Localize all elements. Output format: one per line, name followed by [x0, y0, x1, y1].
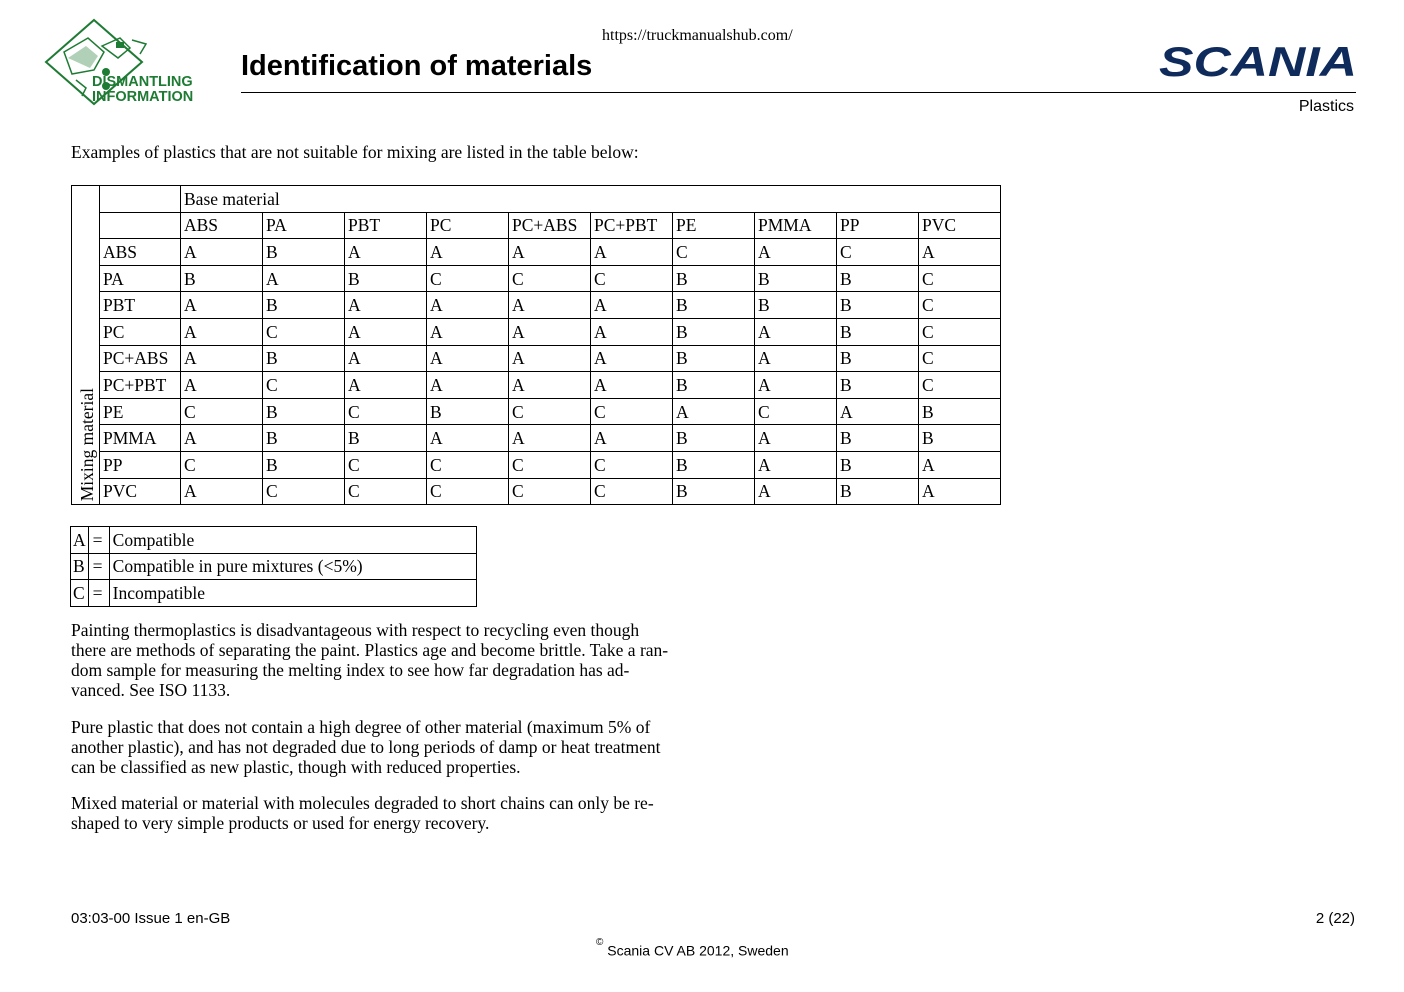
- table-cell: C: [181, 398, 263, 425]
- table-cell: C: [345, 478, 427, 505]
- column-header: PMMA: [755, 212, 837, 239]
- legend-equals: =: [88, 580, 109, 607]
- row-header: PMMA: [100, 425, 181, 452]
- table-cell: B: [755, 292, 837, 319]
- table-row: [72, 372, 1001, 399]
- column-axis-label: Base material: [181, 186, 1001, 213]
- table-cell: C: [263, 372, 345, 399]
- table-cell: A: [345, 292, 427, 319]
- table-cell: B: [345, 265, 427, 292]
- table-cell: B: [755, 265, 837, 292]
- table-cell: C: [181, 451, 263, 478]
- table-cell: B: [673, 265, 755, 292]
- table-cell: A: [427, 372, 509, 399]
- table-cell: B: [837, 345, 919, 372]
- compatibility-table: [71, 185, 1001, 505]
- header-divider: [241, 92, 1356, 93]
- row-header: PA: [100, 265, 181, 292]
- table-cell: C: [263, 318, 345, 345]
- table-cell: B: [673, 318, 755, 345]
- scania-logo: [1158, 43, 1358, 79]
- paragraph-line: shaped to very simple products or used for energy recovery.: [71, 813, 490, 833]
- table-cell: A: [427, 292, 509, 319]
- table-cell: B: [263, 425, 345, 452]
- table-cell: A: [919, 478, 1001, 505]
- paragraph-mixed-material: [71, 793, 711, 833]
- paragraph-line: Painting thermoplastics is disadvantageous with respect to recycling even though: [71, 620, 640, 640]
- table-cell: C: [509, 451, 591, 478]
- table-cell: C: [263, 478, 345, 505]
- table-cell: A: [509, 318, 591, 345]
- paragraph-painting: [71, 620, 711, 700]
- legend-row: [71, 553, 477, 580]
- table-cell: B: [919, 398, 1001, 425]
- paragraph-line: Pure plastic that does not contain a high degree of other material (maximum 5% of: [71, 717, 651, 737]
- copyright-symbol: ©: [596, 937, 604, 948]
- table-cell: B: [673, 372, 755, 399]
- table-cell: C: [509, 398, 591, 425]
- table-cell: A: [591, 425, 673, 452]
- corner-cell: [100, 186, 181, 213]
- table-cell: C: [345, 451, 427, 478]
- table-cell: B: [345, 425, 427, 452]
- table-cell: C: [919, 265, 1001, 292]
- table-cell: C: [427, 451, 509, 478]
- table-cell: A: [755, 318, 837, 345]
- table-cell: B: [263, 292, 345, 319]
- table-cell: A: [591, 292, 673, 319]
- table-cell: A: [919, 239, 1001, 266]
- table-cell: A: [181, 292, 263, 319]
- table-cell: B: [673, 292, 755, 319]
- paragraph-line: vanced. See ISO 1133.: [71, 680, 231, 700]
- legend-row: [71, 580, 477, 607]
- paragraph-line: dom sample for measuring the melting index to see how far degradation has ad-: [71, 660, 630, 680]
- source-url: https://truckmanualshub.com/: [602, 27, 793, 44]
- table-cell: C: [591, 451, 673, 478]
- table-cell: A: [345, 318, 427, 345]
- table-cell: B: [837, 425, 919, 452]
- table-cell: A: [837, 398, 919, 425]
- page-number: 2 (22): [1315, 910, 1355, 927]
- table-cell: A: [181, 345, 263, 372]
- table-cell: C: [591, 265, 673, 292]
- table-cell: A: [591, 318, 673, 345]
- table-cell: B: [837, 451, 919, 478]
- table-cell: B: [673, 478, 755, 505]
- row-header: PP: [100, 451, 181, 478]
- table-cell: B: [263, 398, 345, 425]
- table-cell: A: [755, 451, 837, 478]
- table-cell: A: [181, 239, 263, 266]
- paragraph-line: Mixed material or material with molecules degraded to short chains can only be re-: [71, 793, 654, 813]
- row-header: PC: [100, 318, 181, 345]
- table-row: [72, 265, 1001, 292]
- table-cell: A: [755, 425, 837, 452]
- table-cell: C: [673, 239, 755, 266]
- column-header: PC+PBT: [591, 212, 673, 239]
- table-cell: A: [345, 239, 427, 266]
- table-cell: B: [181, 265, 263, 292]
- table-cell: B: [263, 451, 345, 478]
- table-cell: A: [509, 239, 591, 266]
- column-header: PA: [263, 212, 345, 239]
- table-cell: A: [591, 372, 673, 399]
- table-cell: C: [919, 372, 1001, 399]
- table-cell: A: [181, 372, 263, 399]
- paragraph-line: there are methods of separating the paint. Plastics age and become brittle. Take a ran-: [71, 640, 669, 660]
- brand-wordmark: SCANIA: [1159, 43, 1357, 79]
- row-header: ABS: [100, 239, 181, 266]
- column-header: PP: [837, 212, 919, 239]
- table-cell: A: [591, 345, 673, 372]
- row-header: PVC: [100, 478, 181, 505]
- table-cell: A: [181, 425, 263, 452]
- table-cell: C: [591, 478, 673, 505]
- legend-text: Compatible in pure mixtures (<5%): [109, 553, 476, 580]
- table-row: [72, 239, 1001, 266]
- table-cell: A: [509, 425, 591, 452]
- table-cell: B: [837, 292, 919, 319]
- paragraph-line: can be classified as new plastic, though with reduced properties.: [71, 757, 521, 777]
- table-row: [72, 478, 1001, 505]
- table-row: [72, 345, 1001, 372]
- table-cell: B: [673, 451, 755, 478]
- paragraph-line: another plastic), and has not degraded due to long periods of damp or heat treatment: [71, 737, 661, 757]
- logo-text-information: INFORMATION: [92, 89, 194, 105]
- row-header: PE: [100, 398, 181, 425]
- table-cell: C: [345, 398, 427, 425]
- table-cell: B: [427, 398, 509, 425]
- table-cell: A: [427, 345, 509, 372]
- column-header: PE: [673, 212, 755, 239]
- column-header: PVC: [919, 212, 1001, 239]
- table-cell: A: [345, 372, 427, 399]
- table-header-row: [72, 186, 1001, 213]
- table-cell: B: [263, 239, 345, 266]
- table-cell: A: [345, 345, 427, 372]
- row-header: PC+ABS: [100, 345, 181, 372]
- page-title: Identification of materials: [241, 50, 593, 82]
- table-cell: A: [263, 265, 345, 292]
- legend-key: B: [71, 553, 89, 580]
- column-header: ABS: [181, 212, 263, 239]
- table-cell: B: [837, 265, 919, 292]
- table-cell: A: [509, 372, 591, 399]
- document-id: 03:03-00 Issue 1 en-GB: [71, 910, 231, 927]
- table-cell: A: [181, 318, 263, 345]
- table-cell: B: [837, 372, 919, 399]
- row-header: PBT: [100, 292, 181, 319]
- table-cell: B: [837, 478, 919, 505]
- copyright-notice: [596, 937, 789, 959]
- table-cell: C: [509, 478, 591, 505]
- table-cell: A: [591, 239, 673, 266]
- table-cell: B: [673, 345, 755, 372]
- table-cell: B: [919, 425, 1001, 452]
- row-axis-label: Mixing material: [77, 387, 97, 502]
- table-cell: C: [755, 398, 837, 425]
- table-cell: C: [837, 239, 919, 266]
- legend-equals: =: [88, 527, 109, 554]
- dismantling-information-logo: [42, 18, 208, 106]
- table-cell: A: [755, 239, 837, 266]
- table-row: [72, 425, 1001, 452]
- legend-key: C: [71, 580, 89, 607]
- column-header: PC+ABS: [509, 212, 591, 239]
- table-cell: A: [755, 372, 837, 399]
- table-cell: A: [755, 478, 837, 505]
- table-row: [72, 292, 1001, 319]
- legend-text: Compatible: [109, 527, 476, 554]
- table-cell: A: [181, 478, 263, 505]
- legend-row: [71, 527, 477, 554]
- legend-text: Incompatible: [109, 580, 476, 607]
- legend-key: A: [71, 527, 89, 554]
- table-cell: C: [427, 265, 509, 292]
- table-cell: C: [919, 318, 1001, 345]
- row-header: PC+PBT: [100, 372, 181, 399]
- table-cell: C: [427, 478, 509, 505]
- section-label: Plastics: [1298, 98, 1354, 115]
- legend-table: [70, 526, 477, 607]
- table-cell: C: [919, 292, 1001, 319]
- table-cell: A: [755, 345, 837, 372]
- logo-text-dismantling: DISMANTLING: [92, 74, 193, 90]
- table-row: [72, 451, 1001, 478]
- table-cell: A: [427, 239, 509, 266]
- intro-text: Examples of plastics that are not suitable for mixing are listed in the table below:: [71, 142, 639, 162]
- copyright-text: Scania CV AB 2012, Sweden: [607, 942, 789, 959]
- legend-equals: =: [88, 553, 109, 580]
- table-row: [72, 398, 1001, 425]
- table-cell: C: [919, 345, 1001, 372]
- table-cell: C: [509, 265, 591, 292]
- table-cell: A: [509, 345, 591, 372]
- column-header-row: [72, 212, 1001, 239]
- table-cell: A: [427, 425, 509, 452]
- table-cell: C: [591, 398, 673, 425]
- table-cell: B: [673, 425, 755, 452]
- row-axis-label-cell: [72, 186, 100, 505]
- table-cell: B: [837, 318, 919, 345]
- table-row: [72, 318, 1001, 345]
- table-cell: A: [673, 398, 755, 425]
- table-cell: A: [919, 451, 1001, 478]
- corner-cell: [100, 212, 181, 239]
- table-cell: A: [509, 292, 591, 319]
- column-header: PC: [427, 212, 509, 239]
- paragraph-pure-plastic: [71, 717, 711, 777]
- column-header: PBT: [345, 212, 427, 239]
- table-cell: A: [427, 318, 509, 345]
- table-cell: B: [263, 345, 345, 372]
